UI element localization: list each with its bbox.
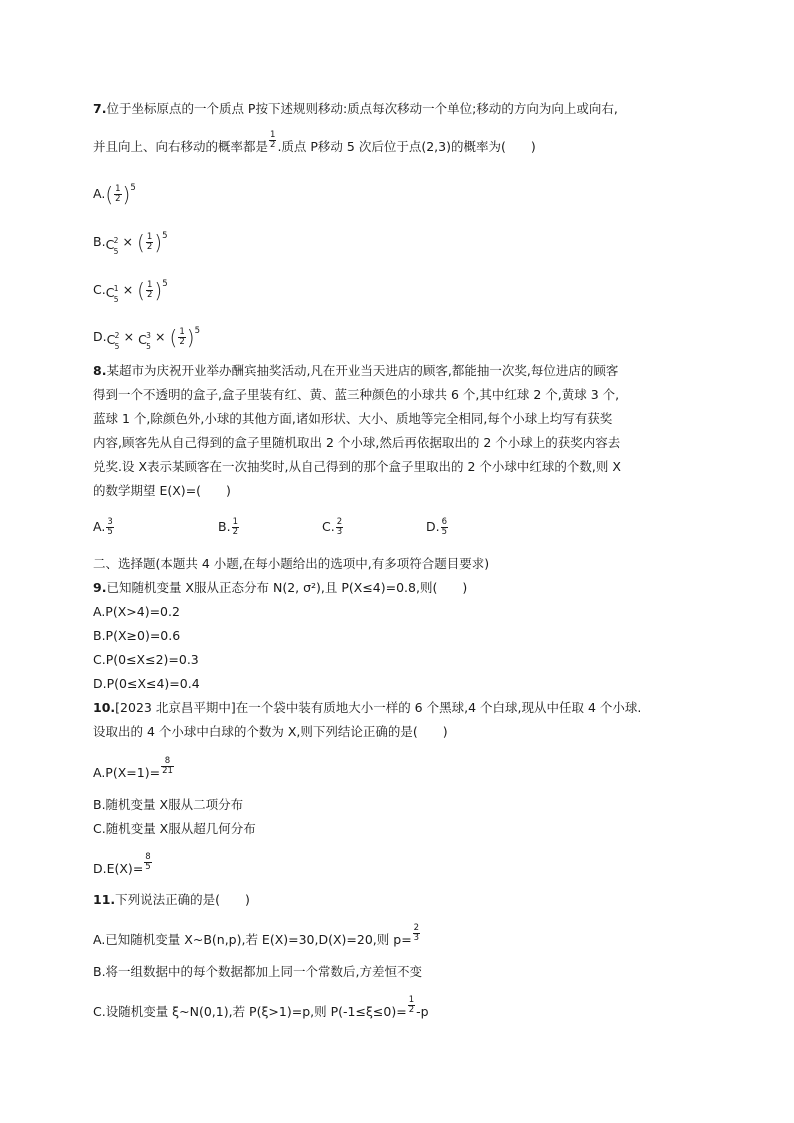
q11-option-c: C.设随机变量 ξ~N(0,1),若 P(ξ>1)=p,则 P(-1≤ξ≤0)= $\frac{1}{2}$ -p <box>93 995 429 1019</box>
q8-option-d: D. $\frac{6}{5}$ <box>426 517 448 537</box>
half-fraction: $\frac{1}{2}$ <box>146 280 153 300</box>
q10-option-a: A.P(X=1)= $\frac{8}{21}$ <box>93 756 173 780</box>
q10-line1: 10.[2023 北京昌平期中]在一个袋中装有质地大小一样的 6 个黑球,4 个白球,现从中任取 4 个小球. <box>93 700 642 715</box>
q10-line2: 设取出的 4 个小球中白球的个数为 X,则下列结论正确的是( ) <box>93 724 448 739</box>
combination-symbol: C 1 5 <box>105 283 119 304</box>
q7-fraction-half: $\frac{1}{2}$ <box>270 130 276 150</box>
q10-number: 10. <box>93 700 116 715</box>
q7-stem-line2b: .质点 P移动 5 次后位于点(2,3)的概率为( ) <box>277 139 536 154</box>
q7-option-c: C. C 1 5 × ( $\frac{1}{2}$ )$^5$ <box>93 278 168 304</box>
q7-number: 7. <box>93 101 107 116</box>
q8-line4: 内容,顾客先从自己得到的盒子里随机取出 2 个小球,然后再依据取出的 2 个小球上的获奖内容去 <box>93 435 621 450</box>
section-heading: 二、选择题(本题共 4 小题,在每小题给出的选项中,有多项符合题目要求) <box>93 556 490 571</box>
q9-option-a: A.P(X>4)=0.2 <box>93 604 180 619</box>
q8-line5: 兑奖.设 X表示某顾客在一次抽奖时,从自己得到的那个盒子里取出的 2 个小球中红球的个数,则 X <box>93 459 621 474</box>
q8-option-a: A. $\frac{3}{5}$ <box>93 517 113 537</box>
q11-stem: 11.下列说法正确的是( ) <box>93 892 250 907</box>
q9-option-c: C.P(0≤X≤2)=0.3 <box>93 652 199 667</box>
q8-line2: 得到一个不透明的盒子,盒子里装有红、黄、蓝三种颜色的小球共 6 个,其中红球 2 个,黄球 3 个, <box>93 387 620 402</box>
half-fraction: $\frac{1}{2}$ <box>146 232 153 252</box>
q7-stem-line2a: 并且向上、向右移动的概率都是 <box>93 139 269 154</box>
q9-option-b: B.P(X≥0)=0.6 <box>93 628 181 643</box>
q11-option-a: A.已知随机变量 X~B(n,p),若 E(X)=30,D(X)=20,则 p= $\frac{2}{3}$ <box>93 923 420 947</box>
combination-symbol: C 2 5 <box>105 235 119 256</box>
q8-line3: 蓝球 1 个,除颜色外,小球的其他方面,诸如形状、大小、质地等完全相同,每个小球上均写有获奖 <box>93 411 613 426</box>
q9-option-d: D.P(0≤X≤4)=0.4 <box>93 676 200 691</box>
q8-option-b: B. $\frac{1}{2}$ <box>218 517 238 537</box>
q9-stem: 9.已知随机变量 X服从正态分布 N(2, σ²),且 P(X≤4)=0.8,则( ) <box>93 580 468 595</box>
q8-line1: 8.某超市为庆祝开业举办酬宾抽奖活动,凡在开业当天进店的顾客,都能抽一次奖,每位进店的顾客 <box>93 363 619 378</box>
q10-option-b: B.随机变量 X服从二项分布 <box>93 797 244 812</box>
q7-line2 <box>93 130 536 157</box>
q10-option-c: C.随机变量 X服从超几何分布 <box>93 821 256 836</box>
half-fraction: $\frac{1}{2}$ <box>115 184 121 204</box>
q11-option-b: B.将一组数据中的每个数据都加上同一个常数后,方差恒不变 <box>93 964 423 979</box>
q9-number: 9. <box>93 580 107 595</box>
q7-option-a: A.( $\frac{1}{2}$ )$^5$ <box>93 182 136 207</box>
q11-number: 11. <box>93 892 116 907</box>
combination-symbol: C 3 5 <box>138 330 151 351</box>
q8-number: 8. <box>93 363 107 378</box>
q7-option-d: D. C 2 5 × C 3 5 × ( $\frac{1}{2}$ )$^5$ <box>93 325 200 351</box>
q7-line1 <box>93 100 618 118</box>
q10-option-d: D.E(X)= $\frac{8}{5}$ <box>93 852 151 876</box>
q8-option-c: C. $\frac{2}{3}$ <box>322 517 343 537</box>
q7-option-b: B. C 2 5 × ( $\frac{1}{2}$ )$^5$ <box>93 230 168 256</box>
half-fraction: $\frac{1}{2}$ <box>179 327 185 347</box>
q8-line6: 的数学期望 E(X)=( ) <box>93 483 231 498</box>
q7-stem-line1: 位于坐标原点的一个质点 P按下述规则移动:质点每次移动一个单位;移动的方向为向上或向右, <box>106 101 618 116</box>
combination-symbol: C 2 5 <box>106 330 120 351</box>
